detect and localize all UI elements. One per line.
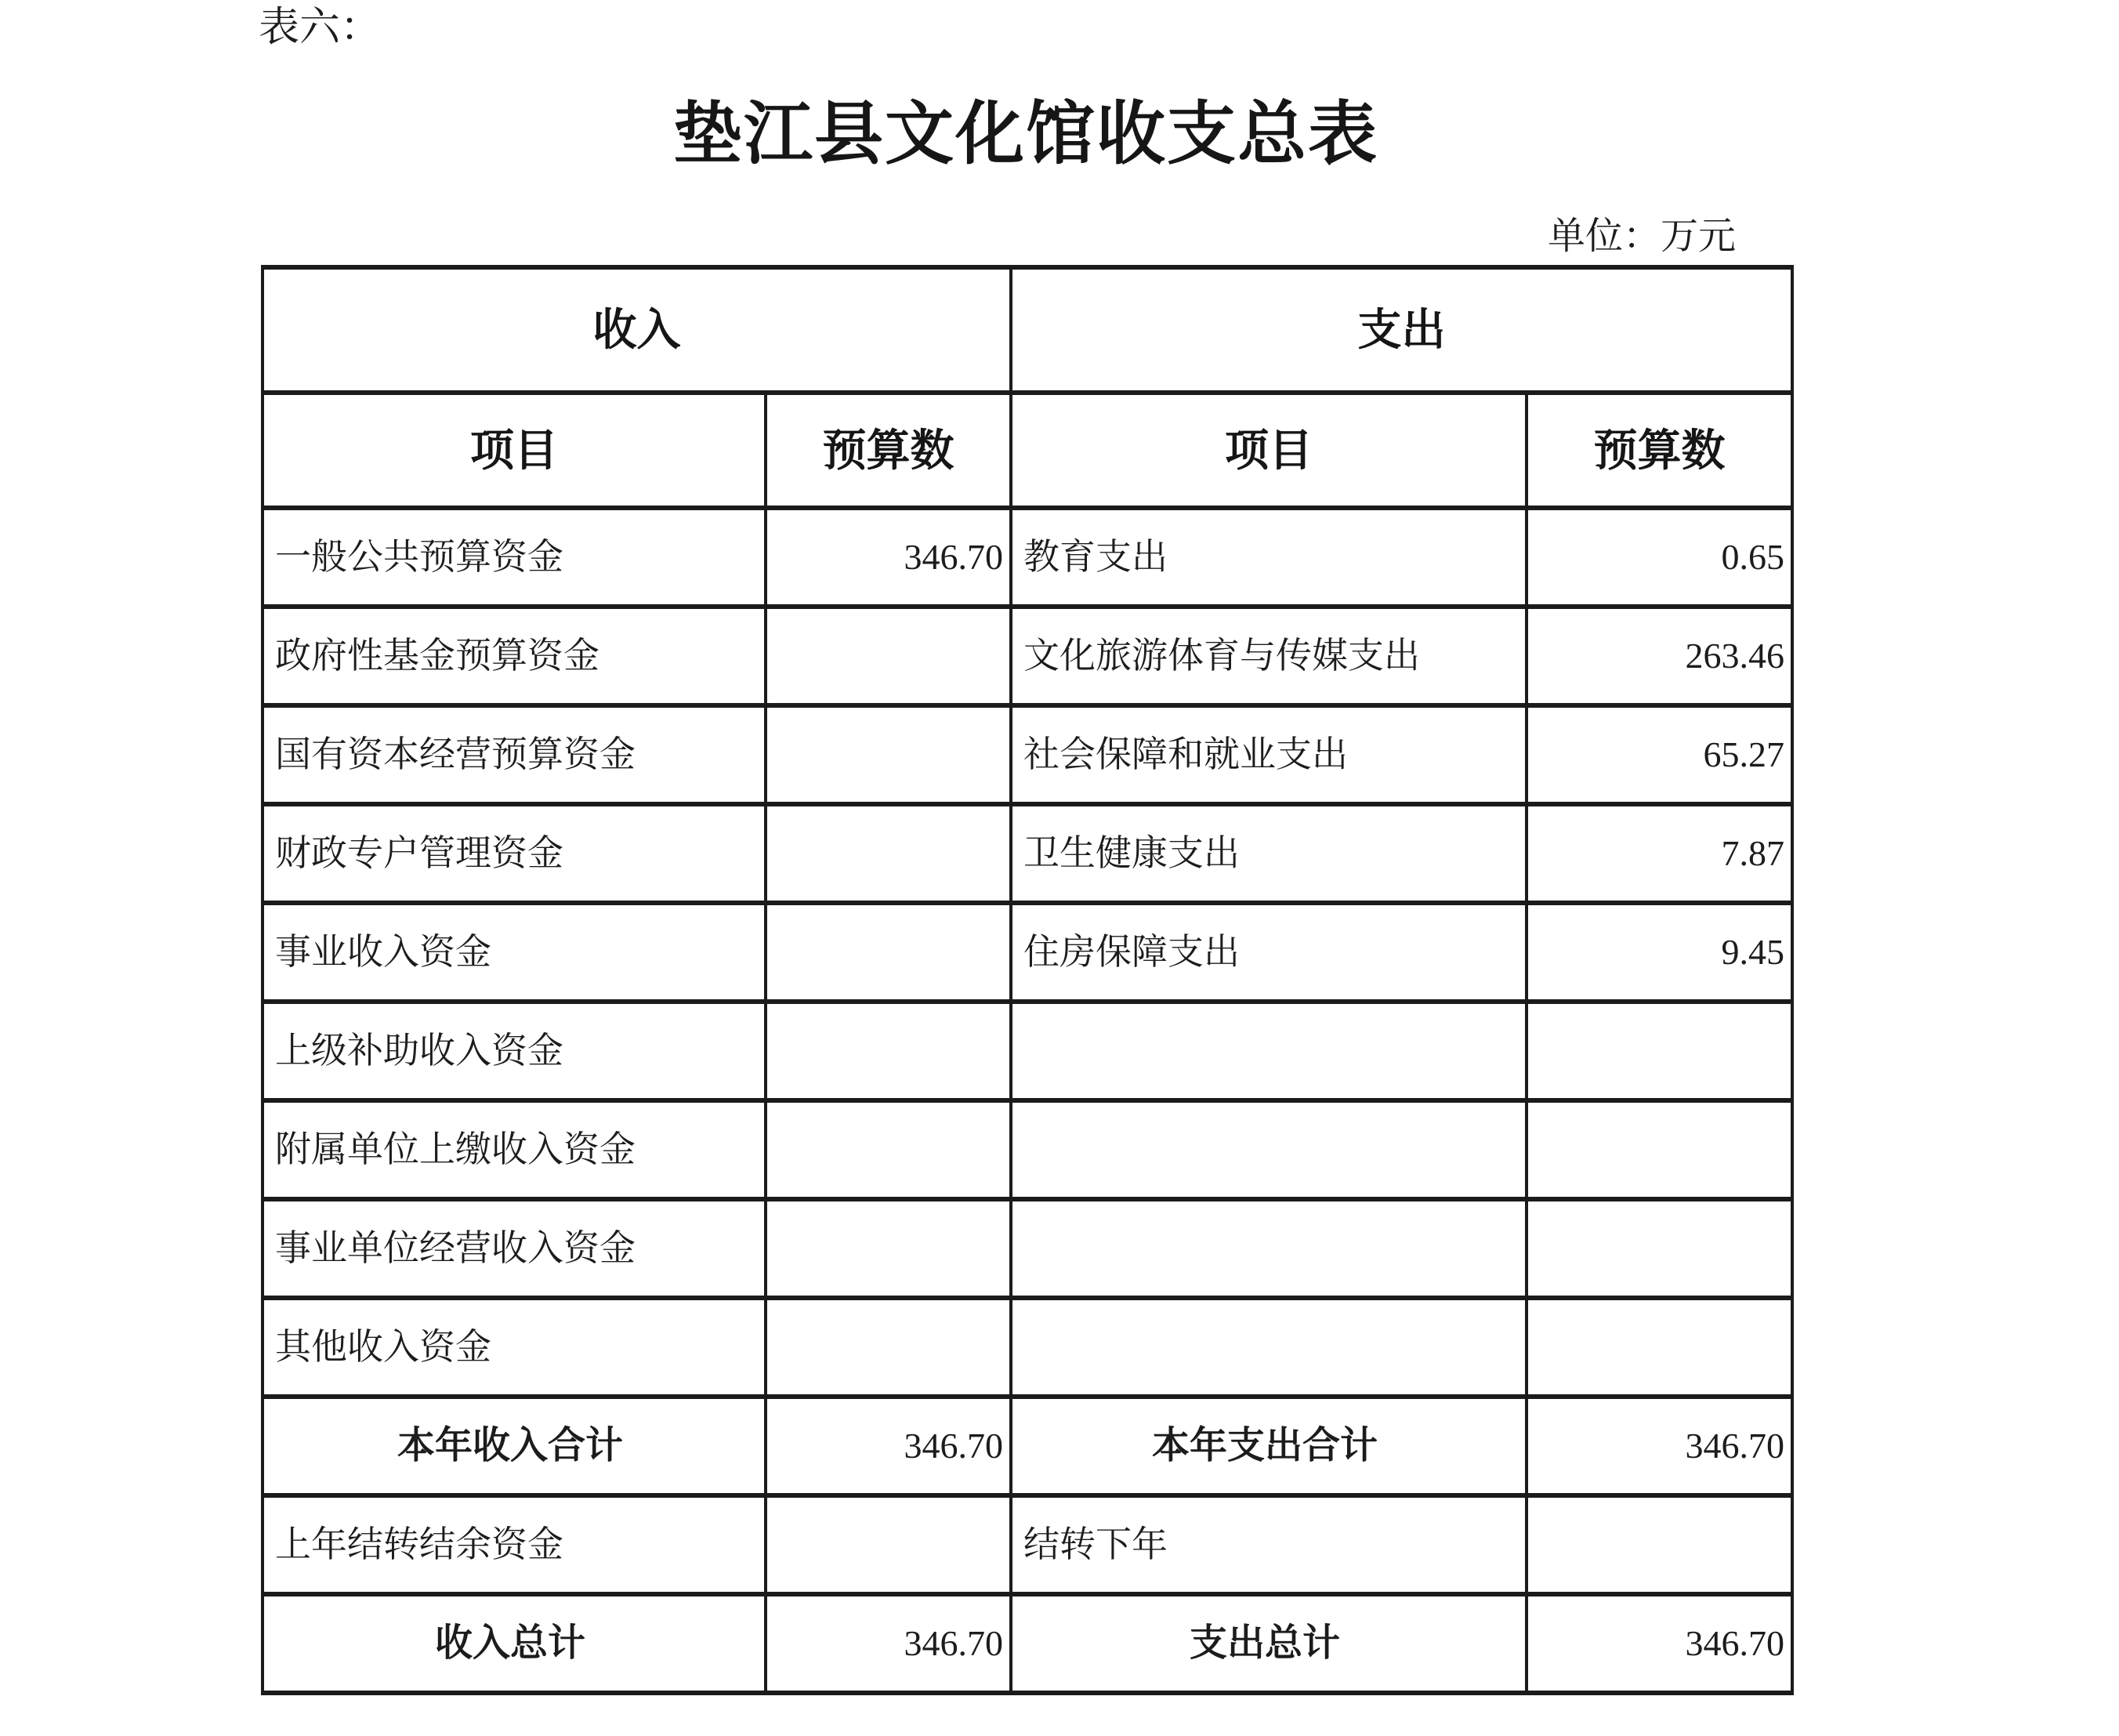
column-header-row (263, 393, 1792, 508)
table-row (263, 1100, 1792, 1199)
expense-item-cell: 教育支出 (1011, 508, 1527, 607)
expense-budget-cell: 65.27 (1527, 705, 1792, 804)
expense-item-cell (1011, 1002, 1527, 1100)
expense-item-cell: 文化旅游体育与传媒支出 (1011, 607, 1527, 705)
income-item-cell: 本年收入合计 (263, 1397, 766, 1495)
section-header-row (263, 267, 1792, 393)
expense-item-cell: 支出总计 (1011, 1594, 1527, 1693)
expense-item-cell (1011, 1298, 1527, 1397)
expense-section-header: 支出 (1011, 267, 1792, 393)
grand-total-row (263, 1594, 1792, 1693)
table-row (263, 1199, 1792, 1298)
table-row (263, 903, 1792, 1002)
income-budget-cell (766, 607, 1011, 705)
income-budget-cell (766, 705, 1011, 804)
expense-budget-cell (1527, 1100, 1792, 1199)
expense-budget-cell: 9.45 (1527, 903, 1792, 1002)
expense-budget-cell: 263.46 (1527, 607, 1792, 705)
income-budget-column-header: 预算数 (766, 393, 1011, 508)
income-budget-cell (766, 1199, 1011, 1298)
income-item-column-header: 项目 (263, 393, 766, 508)
expense-item-cell: 社会保障和就业支出 (1011, 705, 1527, 804)
expense-budget-cell (1527, 1495, 1792, 1594)
annual-total-row (263, 1397, 1792, 1495)
income-item-cell: 收入总计 (263, 1594, 766, 1693)
expense-item-cell: 卫生健康支出 (1011, 804, 1527, 903)
page-title: 垫江县文化馆收支总表 (672, 97, 1378, 173)
income-budget-cell (766, 1495, 1011, 1594)
expense-item-cell (1011, 1100, 1527, 1199)
expense-item-cell (1011, 1199, 1527, 1298)
expense-item-column-header: 项目 (1011, 393, 1527, 508)
expense-item-cell: 住房保障支出 (1011, 903, 1527, 1002)
summary-table (261, 265, 1794, 1695)
income-budget-cell: 346.70 (766, 1397, 1011, 1495)
income-item-cell: 上级补助收入资金 (263, 1002, 766, 1100)
table-row (263, 508, 1792, 607)
unit-note: 单位：万元 (1547, 216, 1736, 257)
expense-budget-cell: 0.65 (1527, 508, 1792, 607)
income-item-cell: 事业收入资金 (263, 903, 766, 1002)
expense-budget-cell: 346.70 (1527, 1594, 1792, 1693)
table-row (263, 1298, 1792, 1397)
income-item-cell: 附属单位上缴收入资金 (263, 1100, 766, 1199)
expense-budget-column-header: 预算数 (1527, 393, 1792, 508)
expense-item-cell: 本年支出合计 (1011, 1397, 1527, 1495)
table-row (263, 607, 1792, 705)
table-row (263, 804, 1792, 903)
income-budget-cell (766, 1298, 1011, 1397)
income-section-header: 收入 (263, 267, 1011, 393)
income-item-cell: 财政专户管理资金 (263, 804, 766, 903)
income-budget-cell: 346.70 (766, 508, 1011, 607)
income-item-cell: 政府性基金预算资金 (263, 607, 766, 705)
table-row (263, 1002, 1792, 1100)
income-budget-cell (766, 804, 1011, 903)
table-row (263, 1495, 1792, 1594)
income-item-cell: 其他收入资金 (263, 1298, 766, 1397)
income-item-cell: 事业单位经营收入资金 (263, 1199, 766, 1298)
expense-budget-cell (1527, 1002, 1792, 1100)
income-budget-cell: 346.70 (766, 1594, 1011, 1693)
expense-budget-cell: 346.70 (1527, 1397, 1792, 1495)
income-budget-cell (766, 1100, 1011, 1199)
expense-budget-cell (1527, 1298, 1792, 1397)
table-row (263, 705, 1792, 804)
income-item-cell: 一般公共预算资金 (263, 508, 766, 607)
income-item-cell: 上年结转结余资金 (263, 1495, 766, 1594)
form-number-label: 表六： (259, 5, 382, 50)
expense-budget-cell: 7.87 (1527, 804, 1792, 903)
income-item-cell: 国有资本经营预算资金 (263, 705, 766, 804)
expense-budget-cell (1527, 1199, 1792, 1298)
income-budget-cell (766, 903, 1011, 1002)
expense-item-cell: 结转下年 (1011, 1495, 1527, 1594)
income-budget-cell (766, 1002, 1011, 1100)
